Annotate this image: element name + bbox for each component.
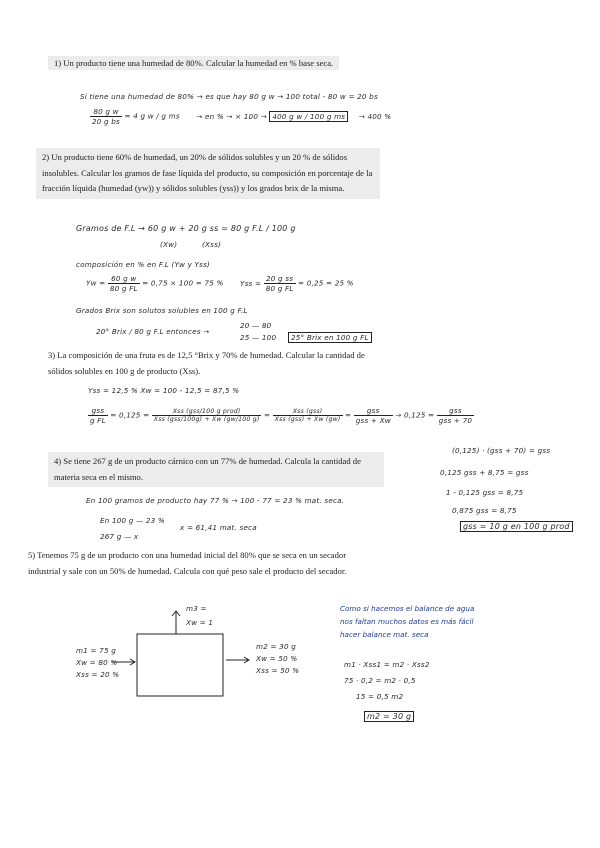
- q5-note-1: Como si hacemos el balance de agua: [340, 604, 475, 613]
- q5-xw1-label: Xw = 1: [186, 618, 214, 627]
- q2-line-6b: 25 — 100: [240, 333, 277, 342]
- q5-m3-label: m3 =: [186, 604, 207, 613]
- q5-note-2: nos faltan muchos datos es más fácil: [340, 617, 474, 626]
- q5-balance-3: 15 = 0,5 m2: [356, 692, 404, 701]
- q3-line-1: Yss = 12,5 % Xw = 100 - 12,5 = 87,5 %: [88, 386, 240, 395]
- q1-fraction-num: 80 g w: [90, 107, 122, 117]
- question-3-text: 3) La composición de una fruta es de 12,5 °Brix y 70% de humedad. Calcular la cantidad de sólidos solubles en 100 g de producto (Xss).: [48, 350, 365, 376]
- q3-fraction-5-num: gss: [437, 406, 474, 416]
- q1-line-1: Si tiene una humedad de 80% → es que hay 80 g w → 100 total - 80 w = 20 bs: [80, 92, 378, 101]
- q4-line-2: En 100 g — 23 %: [100, 516, 165, 525]
- q5-balance-1: m1 · Xss1 = m2 · Xss2: [344, 660, 430, 669]
- q3-equation: $\frac{\text{gss}}{\text{g FL}}$ = 0,125 = $\frac{\text{Xss (gss/100 g prod)}}{\text{Xss (gss/100g) + Xw (gw/100 g)}}$ = $\frac{\text{Xss (gss)}}{\text{Xss (gss) + Xw (gw)}}$ = $\frac{\text{gss}}{\text{gss + Xw}}$ → 0,125 = $\frac{\text{gss}}{\text{gss + 70}}$: [90, 406, 473, 425]
- question-1-text: 1) Un producto tiene una humedad de 80%. Calcular la humedad en % base seca.: [48, 56, 339, 70]
- q5-in-1: m1 = 75 g: [76, 646, 116, 655]
- q2-line-3: composición en % en F.L (Yw y Yss): [76, 260, 211, 269]
- q1-result: = 4 g w / g ms: [124, 111, 180, 121]
- q2-fraction-2-num: 20 g ss: [264, 274, 296, 284]
- q2-line-1: Gramos de F.L → 60 g w + 20 g ss = 80 g F.L / 100 g: [76, 224, 296, 233]
- q5-boxed-answer: [364, 712, 414, 721]
- q3-equals-0125: = 0,125: [110, 410, 141, 420]
- q2-fraction-2-den: 80 g FL: [265, 284, 294, 293]
- q2-line-6a: 20 — 80: [240, 321, 272, 330]
- q2-line-6: 20° Brix / 80 g F.L entonces →: [96, 327, 210, 336]
- q1-fraction-den: 20 g bs: [92, 117, 120, 126]
- question-4-text: 4) Se tiene 267 g de un producto cárnico con un 77% de humedad. Calcula la cantidad de materia seca en el mismo.: [54, 456, 361, 482]
- q3-fraction-2-den: Xss (gss/100g) + Xw (gw/100 g): [153, 416, 260, 423]
- q3-fraction-1-den: g FL: [90, 416, 106, 425]
- q5-out-3: Xss = 50 %: [256, 666, 300, 675]
- q5-out-1: m2 = 30 g: [256, 642, 296, 651]
- q3-line-7: 0,875 gss = 8,75: [452, 506, 517, 515]
- q4-line-4: x = 61,41 mat. seca: [180, 523, 257, 532]
- q3-fraction-5-den: gss + 70: [438, 416, 473, 425]
- q2-line-2: (Xw) (Xss): [160, 240, 222, 249]
- q3-line-6: 1 - 0,125 gss = 8,75: [446, 488, 524, 497]
- q3-line-4: (0,125) · (gss + 70) = gss: [452, 446, 551, 455]
- dryer-box: [137, 634, 223, 696]
- question-5-text: 5) Tenemos 75 g de un producto con una humedad inicial del 80% que se seca en un secador industrial y sale con un 50% de humedad. Calcula con qué peso sale el producto del secador.: [28, 550, 347, 576]
- q4-line-3: 267 g — x: [100, 532, 139, 541]
- q1-boxed-answer: 400 g w / 100 g ms: [269, 111, 348, 122]
- q2-fraction-1-den: 80 g FL: [109, 284, 138, 293]
- q4-line-1: En 100 gramos de producto hay 77 % → 100 - 77 = 23 % mat. seca.: [86, 496, 345, 505]
- q2-line-5: Grados Brix son solutos solubles en 100 g F.L: [76, 306, 248, 315]
- q5-in-3: Xss = 20 %: [76, 670, 120, 679]
- q2-boxed-text: 25° Brix en 100 g FL: [288, 332, 372, 343]
- question-2-text: 2) Un producto tiene 60% de humedad, un 20% de sólidos solubles y un 20 % de sólidos insolubles. Calcular los gramos de fase líquida del producto, su composición en porcentaje de la fracción líquida (humedad (yw)) y sólidos solubles (yss)) y los grados brix de la misma.: [42, 152, 373, 193]
- q3-boxed-text: gss = 10 g en 100 g prod: [460, 521, 573, 532]
- q5-boxed-text: m2 = 30 g: [364, 711, 414, 722]
- q3-fraction-4-den: gss + Xw: [355, 416, 391, 425]
- q3-fraction-3-den: Xss (gss) + Xw (gw): [274, 416, 341, 423]
- q3-line-5: 0,125 gss + 8,75 = gss: [440, 468, 529, 477]
- q3-fraction-1-num: gss: [88, 406, 108, 416]
- q2-yw-result: = 0,75 × 100 = 75 %: [142, 278, 224, 288]
- q1-arrow: → en % → × 100 →: [196, 111, 267, 121]
- q3-fraction-3-num: Xss (gss): [273, 408, 343, 416]
- q2-fraction-1-num: 60 g w: [108, 274, 140, 284]
- q5-out-2: Xw = 50 %: [256, 654, 298, 663]
- q3-arrow: → 0,125 =: [395, 410, 435, 420]
- q3-fraction-2-num: Xss (gss/100 g prod): [152, 408, 262, 416]
- q5-balance-2: 75 · 0,2 = m2 · 0,5: [344, 676, 416, 685]
- q5-note-3: hacer balance mat. seca: [340, 630, 429, 639]
- q2-yw-label: Yw =: [86, 278, 106, 288]
- q3-fraction-4-num: gss: [354, 406, 393, 416]
- q2-yss-label: Yss =: [240, 278, 262, 288]
- q2-yss-result: = 0,25 = 25 %: [298, 278, 354, 288]
- q1-final: → 400 %: [358, 111, 392, 121]
- q5-in-2: Xw = 80 %: [76, 658, 118, 667]
